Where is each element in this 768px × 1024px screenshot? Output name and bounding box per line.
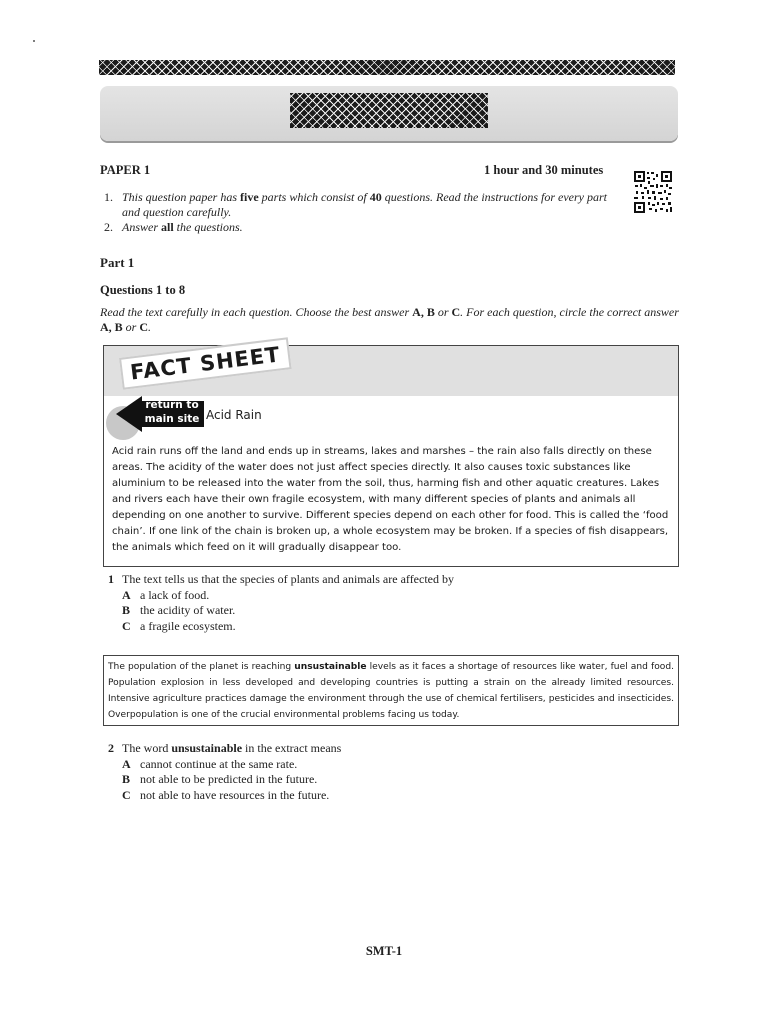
part-instruction-text: . [148, 320, 152, 334]
instruction-text: Answer [122, 220, 161, 234]
page-code: SMT-1 [365, 944, 403, 958]
stem-text: in the extract means [242, 741, 342, 755]
instruction-emphasis: all [161, 220, 174, 234]
answer-option-c[interactable] [108, 619, 608, 635]
question-2 [108, 741, 608, 803]
header-hatch-strip [99, 60, 675, 75]
option-text: a fragile ecosystem. [140, 618, 236, 633]
fact-sheet-box [103, 342, 679, 567]
option-letter: B [122, 603, 131, 617]
exam-duration: 1 hour and 30 minutes [484, 163, 604, 177]
answer-option-b[interactable] [108, 772, 608, 788]
instruction-emphasis: 40 [369, 190, 382, 204]
instruction-text: This question paper has [122, 190, 241, 204]
option-letter: B [122, 772, 131, 786]
option-text: a lack of food. [140, 587, 210, 602]
part-title: Part 1 [100, 255, 135, 270]
extract-keyword: unsustainable [294, 662, 367, 672]
option-letter: C [122, 787, 131, 802]
paper-label: PAPER 1 [100, 163, 151, 177]
qr-code-icon[interactable] [633, 170, 673, 214]
question-stem [122, 741, 341, 757]
stray-mark [33, 40, 35, 42]
instruction-item [104, 190, 619, 220]
option-text: the acidity of water. [140, 603, 236, 617]
option-text: cannot continue at the same rate. [140, 756, 298, 771]
redacted-title-box [290, 93, 488, 128]
option-letter: C [122, 618, 131, 633]
answer-option-a[interactable] [108, 588, 608, 604]
part-instruction-text: or [434, 305, 452, 319]
instruction-item [104, 220, 619, 235]
part-instruction-emphasis: A, B [412, 305, 435, 319]
answer-option-b[interactable] [108, 603, 608, 619]
option-text: not able to be predicted in the future. [140, 772, 318, 786]
general-instructions [104, 190, 619, 235]
fact-sheet-body: Acid rain runs off the land and ends up in streams, lakes and marshes – the rain also falls directly on these areas. The acidity of the water does not just affect species directly. It also causes toxic substances like aluminium to be released into the water from the soil, thus, harming fish and other aquatic creatures. Lakes and rivers each have their own fragile ecosystem, with many different species of plants and animals all depending on one another to survive. Different species depend on each other for food. This is called the ‘food chain’. If one link of the chain is broken up, a whole ecosystem may be broken. If a species of fish disappears, the animals which feed on it will gradually disappear too. [112, 446, 669, 553]
option-letter: A [122, 587, 131, 602]
extract-box [103, 655, 679, 726]
stem-keyword: unsustainable [171, 741, 243, 755]
instruction-number: 1. [104, 190, 113, 204]
part-instruction-emphasis: C [451, 305, 461, 319]
part-instruction-text: Read the text carefully in each question. Choose the best answer [100, 305, 413, 319]
fact-sheet-title: Acid Rain [206, 408, 262, 422]
part-instruction-text: . For each question, circle the correct answer [460, 305, 679, 319]
return-link-line: return to [145, 399, 199, 411]
questions-range: Questions 1 to 8 [100, 283, 186, 297]
part-instruction-emphasis: C [139, 320, 149, 334]
instruction-text: the questions. [173, 220, 243, 234]
fact-sheet-tag: FACT SHEET [119, 337, 292, 389]
option-letter: A [122, 756, 131, 771]
question-1 [108, 572, 608, 634]
instruction-text: parts which consist of [258, 190, 370, 204]
option-text: not able to have resources in the future. [140, 787, 330, 802]
answer-option-a[interactable] [108, 757, 608, 773]
instruction-number: 2. [104, 220, 113, 234]
stem-text: The word [122, 741, 172, 755]
extract-text: levels as it faces a shortage of resources like water, fuel and food. Population explosion in less developed and developing countries is putting a strain on the already limited resources. Intensive agriculture practices damage the environment through the use of chemical fertilisers, pesticides and insecticides. Overpopulation is one of the crucial environmental problems facing us today. [108, 662, 674, 720]
part-instructions [100, 305, 680, 335]
return-to-main-site-link[interactable] [144, 398, 200, 426]
question-number: 2 [108, 741, 114, 755]
return-link-line: main site [144, 413, 200, 425]
answer-option-c[interactable] [108, 788, 608, 804]
part-instruction-text: or [122, 320, 140, 334]
question-number: 1 [108, 572, 114, 586]
instruction-text: questions. Read the instructions for every part and question carefully. [122, 190, 607, 219]
extract-text: The population of the planet is reaching [108, 662, 295, 672]
part-instruction-emphasis: A, B [100, 320, 123, 334]
question-stem: The text tells us that the species of plants and animals are affected by [122, 572, 454, 586]
instruction-emphasis: five [240, 190, 259, 204]
